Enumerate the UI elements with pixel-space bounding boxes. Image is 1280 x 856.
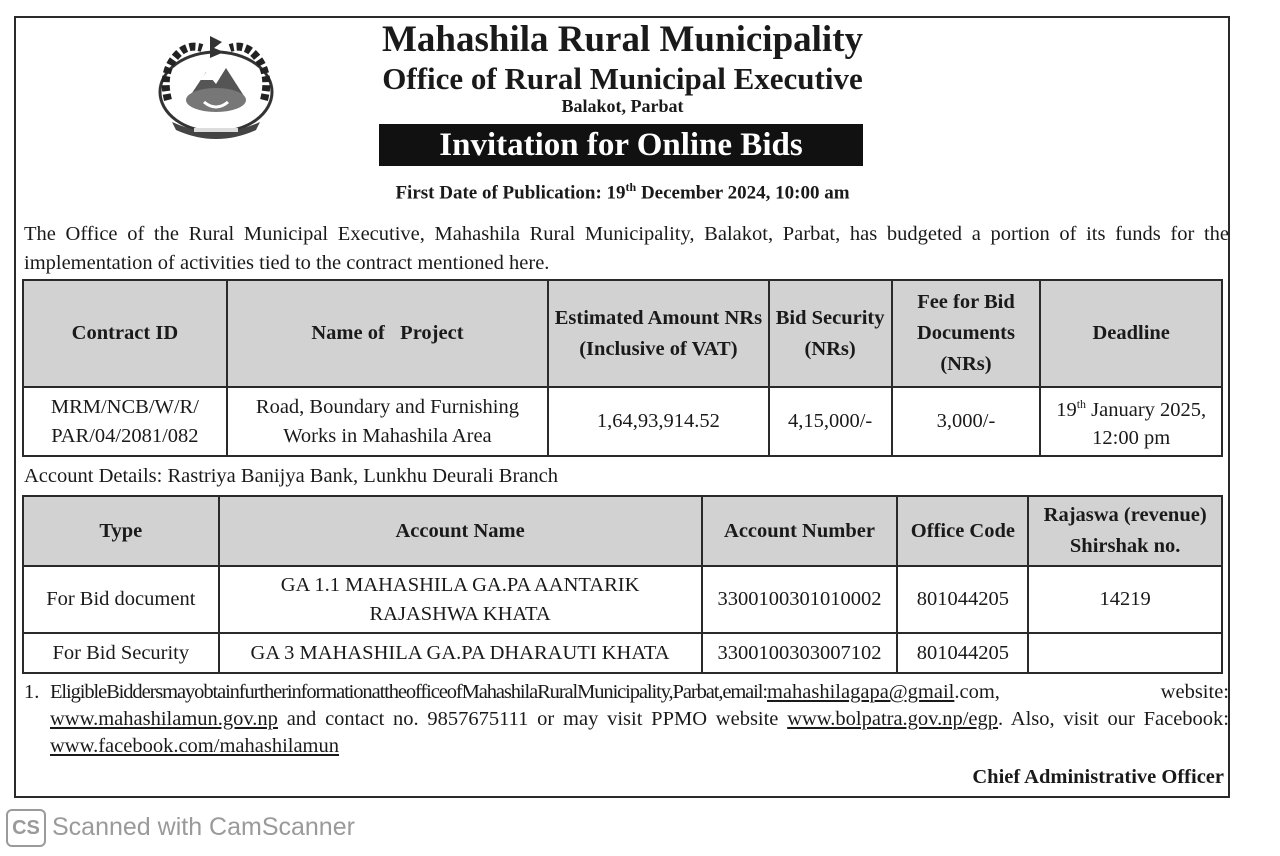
project-cell: Road, Boundary and Furnishing Works in Mahashila Area — [227, 387, 548, 456]
header-office-code: Office Code — [897, 496, 1028, 566]
header-account-name: Account Name — [219, 496, 702, 566]
signoff: Chief Administrative Officer — [972, 766, 1224, 788]
watermark-text: Scanned with CamScanner — [52, 813, 355, 841]
table-row — [23, 387, 1222, 456]
header-contract-id: Contract ID — [23, 280, 227, 387]
note-text: EligibleBiddersmayobtainfurtherinformationattheofficeofMahashilaRuralMunicipality,Parbat,email:mahashilagapa@gmail.com, website: www.mahashilamun.gov.np and contact no. 9857675111 or may visit PPMO website www.bolpatra.gov.np/egp. Also, visit our Facebook: www.facebook.com/mahashilamun — [50, 681, 1240, 757]
contract-id-cell: MRM/NCB/W/R/ PAR/04/2081/082 — [23, 387, 227, 456]
office-name: Office of Rural Municipal Executive — [382, 61, 863, 96]
camscanner-logo-icon: CS — [6, 809, 46, 847]
office-code-cell: 801044205 — [897, 633, 1028, 673]
header-type: Type — [23, 496, 219, 566]
note-number: 1. — [24, 681, 40, 703]
email-link[interactable]: mahashilagapa@gmail — [766, 681, 955, 703]
account-name-cell: GA 3 MAHASHILA GA.PA DHARAUTI KHATA — [219, 633, 702, 673]
header-shirshak: Rajaswa (revenue) Shirshak no. — [1028, 496, 1222, 566]
header-estimated-amount: Estimated Amount NRs (Inclusive of VAT) — [548, 280, 769, 387]
office-location: Balakot, Parbat — [561, 96, 684, 116]
account-table — [22, 495, 1223, 674]
account-number-cell: 3300100301010002 — [702, 566, 898, 633]
facebook-link[interactable]: www.facebook.com/mahashilamun — [50, 735, 340, 757]
header-bid-security: Bid Security (NRs) — [769, 280, 892, 387]
account-details: Account Details: Rastriya Banijya Bank, Lunkhu Deurali Branch — [24, 465, 559, 487]
publication-date: First Date of Publication: 19th December 2024, 10:00 am — [395, 180, 850, 204]
contract-table — [22, 279, 1223, 457]
header-project: Name of Project — [227, 280, 548, 387]
header-deadline: Deadline — [1040, 280, 1222, 387]
notes-section — [24, 679, 1240, 760]
office-code-cell: 801044205 — [897, 566, 1028, 633]
shirshak-cell: 14219 — [1028, 566, 1222, 633]
shirshak-cell — [1028, 633, 1222, 673]
website-link[interactable]: www.mahashilamun.gov.np — [50, 708, 278, 730]
municipality-name: Mahashila Rural Municipality — [381, 19, 864, 60]
camscanner-watermark — [6, 808, 355, 848]
table-row — [23, 566, 1222, 633]
estimated-amount-cell: 1,64,93,914.52 — [548, 387, 769, 456]
ppmo-link[interactable]: www.bolpatra.gov.np/egp — [787, 708, 999, 730]
header-fee: Fee for Bid Documents (NRs) — [892, 280, 1041, 387]
contract-header-row — [23, 280, 1222, 387]
type-cell: For Bid document — [23, 566, 219, 633]
fee-cell: 3,000/- — [892, 387, 1041, 456]
account-number-cell: 3300100303007102 — [702, 633, 898, 673]
deadline-cell: 19th January 2025, 12:00 pm — [1040, 387, 1222, 456]
account-name-cell: GA 1.1 MAHASHILA GA.PA AANTARIK RAJASHWA KHATA — [219, 566, 702, 633]
type-cell: For Bid Security — [23, 633, 219, 673]
notice-banner: Invitation for Online Bids — [379, 124, 863, 166]
table-row — [23, 633, 1222, 673]
intro-paragraph: The Office of the Rural Municipal Executive, Mahashila Rural Municipality, Balakot, Parbat, has budgeted a portion of its funds for the implementation of activities tied to the contract mentioned here. — [24, 223, 1229, 274]
bid-security-cell: 4,15,000/- — [769, 387, 892, 456]
account-header-row — [23, 496, 1222, 566]
header-account-number: Account Number — [702, 496, 898, 566]
